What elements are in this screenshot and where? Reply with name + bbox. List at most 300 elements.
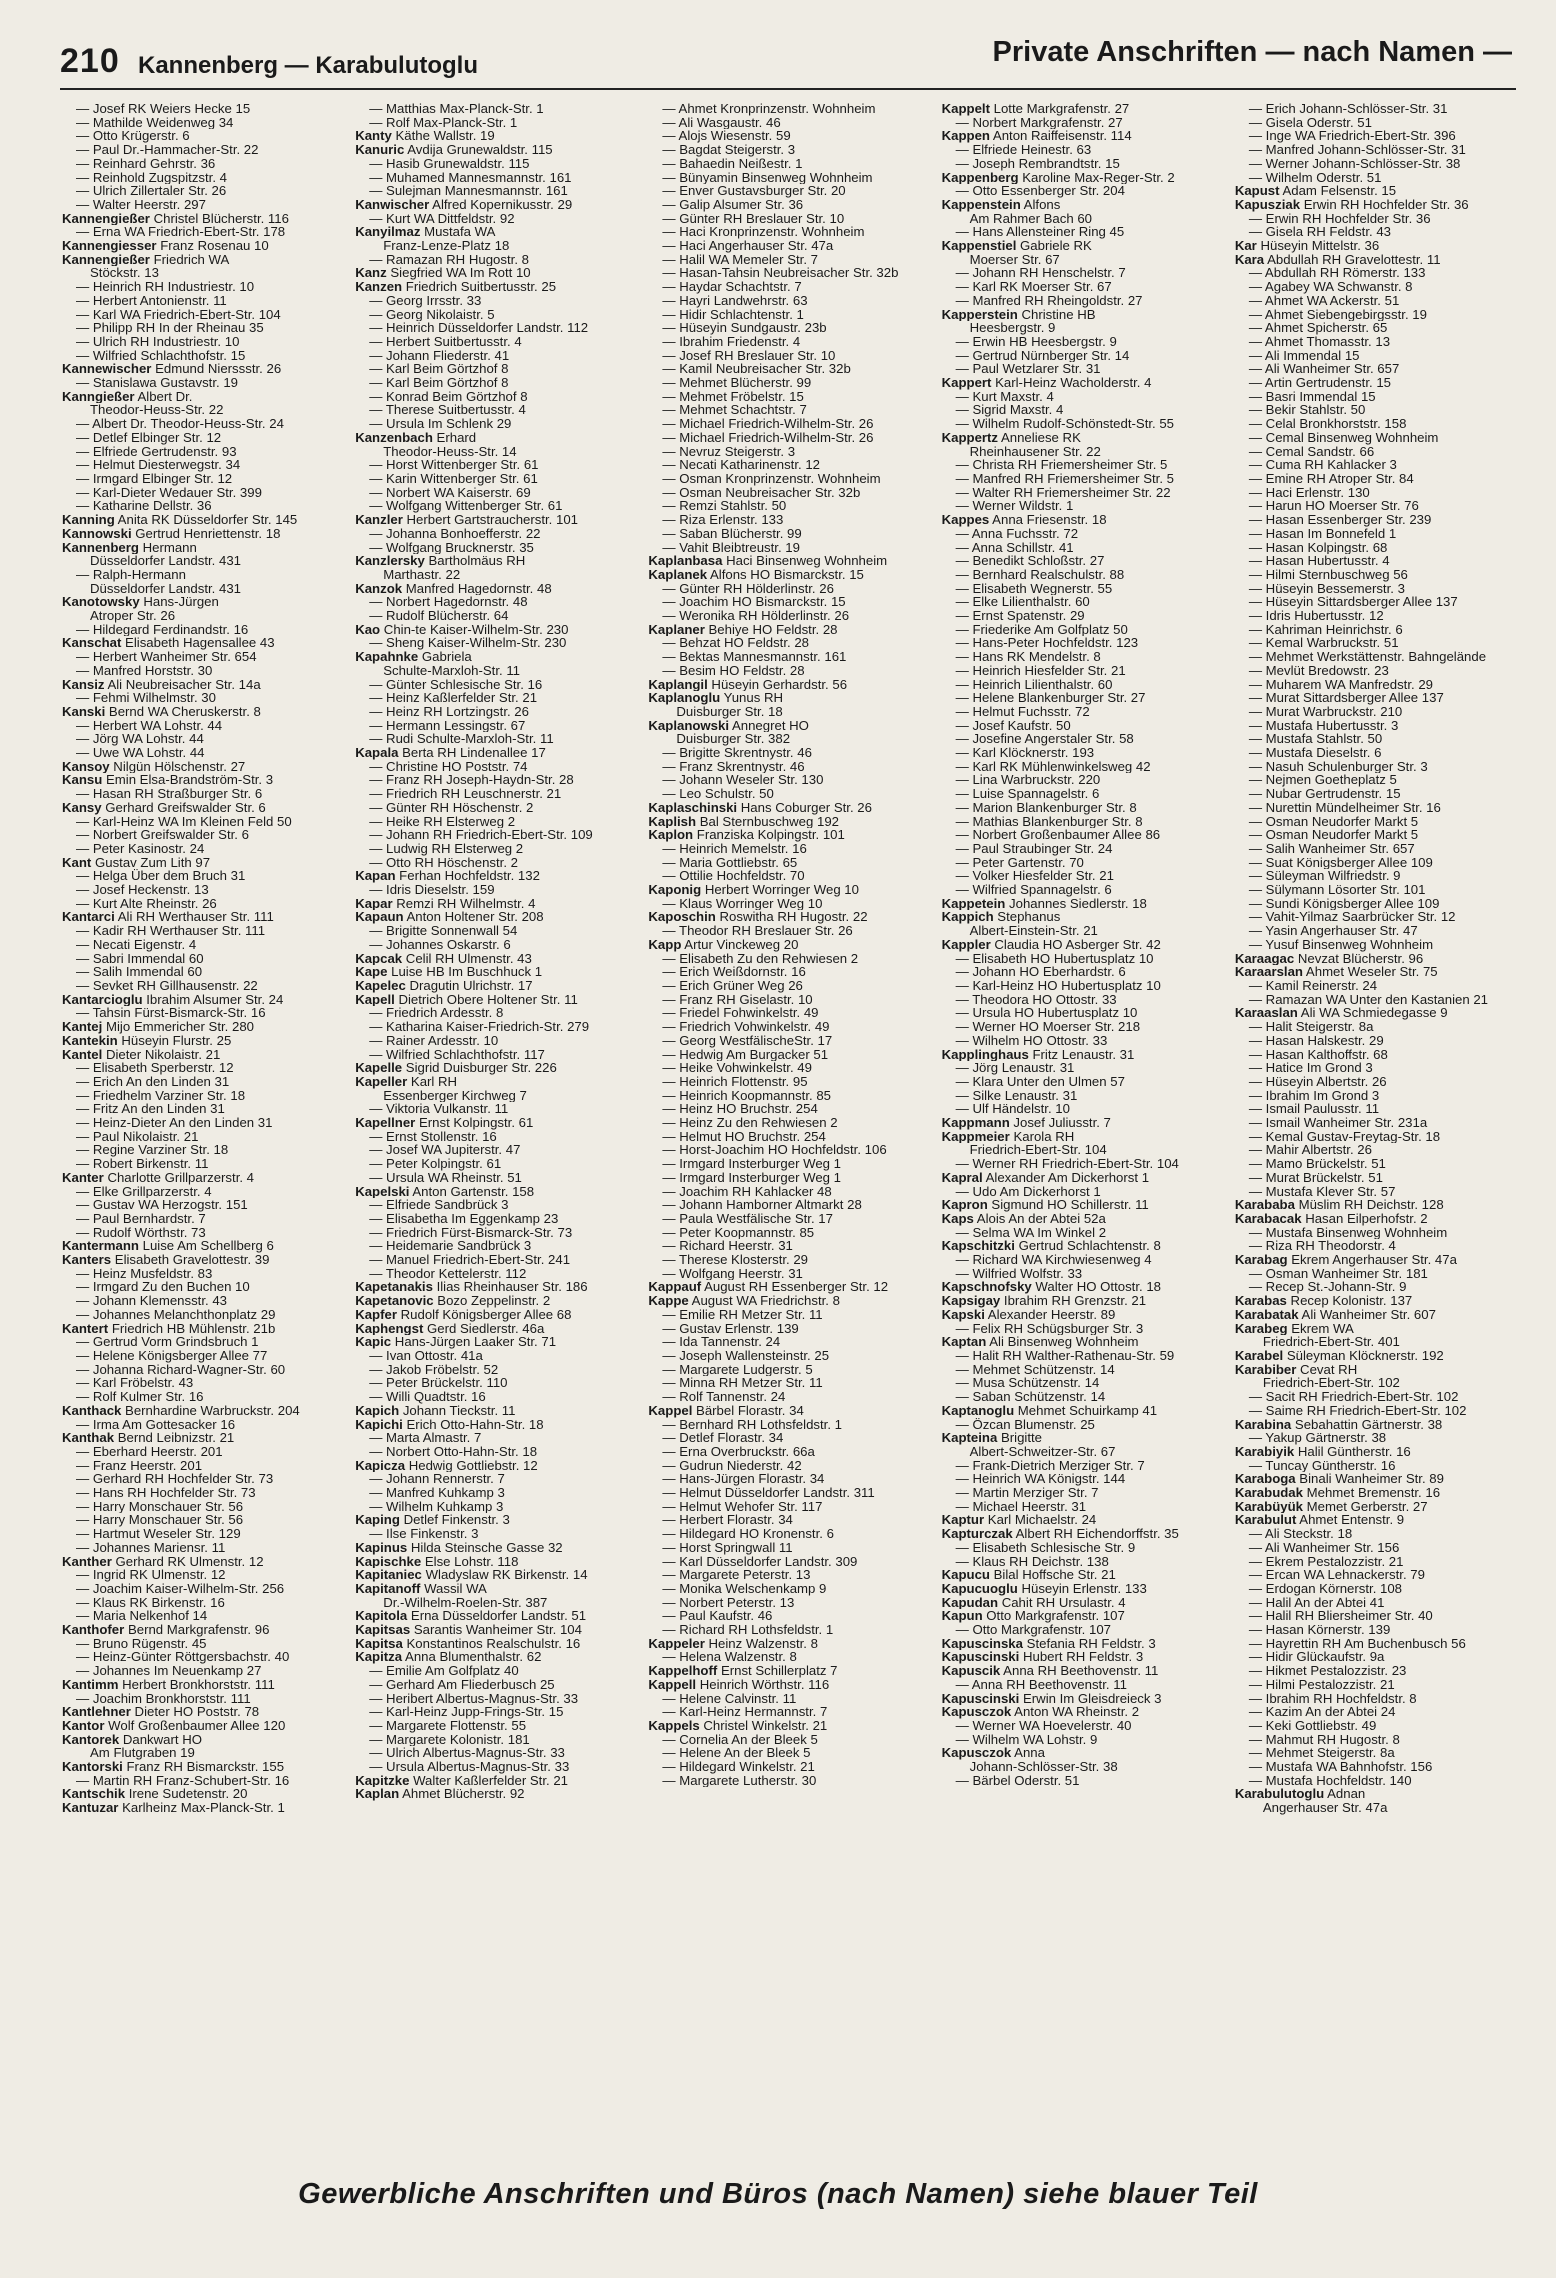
listing-subentry: — Ramazan WA Unter den Kastanien 21 [1248, 992, 1489, 1007]
listing-subentry: — Mevlüt Bredowstr. 23 [1248, 663, 1389, 678]
listing-subentry: — Paul Wetzlarer Str. 31 [955, 362, 1101, 377]
listing-continuation: Angerhauser Str. 47a [1262, 1801, 1388, 1815]
listing-subentry: — Horst-Joachim HO Hochfeldstr. 106 [662, 1143, 887, 1158]
listing-subentry: — Hasan Kolpingstr. 68 [1248, 540, 1388, 555]
listing-entry: Kantert Friedrich HB Mühlenstr. 21b [62, 1321, 276, 1336]
listing-subentry: — Margarete Flottenstr. 55 [369, 1718, 527, 1733]
listing-subentry: — Wilfried Wolfstr. 33 [955, 1266, 1083, 1281]
listing-continuation: Friedrich-Ebert-Str. 401 [1262, 1335, 1400, 1349]
listing-subentry: — Cemal Sandstr. 66 [1248, 444, 1375, 459]
listing-subentry: — Otto Krügerstr. 6 [76, 129, 190, 144]
listing-subentry: — Richard WA Kirchwiesenweg 4 [955, 1253, 1152, 1267]
listing-entry: Kanty Käthe Wallstr. 19 [355, 129, 495, 144]
listing-subentry: — Klara Unter den Ulmen 57 [955, 1074, 1125, 1089]
listing-subentry: — Helena Walzenstr. 8 [662, 1650, 797, 1665]
listing-subentry: — Hildegard Ferdinandstr. 16 [76, 622, 249, 637]
listing-subentry: — Werner WA Hoevelerstr. 40 [955, 1718, 1132, 1733]
listing-subentry: — Haci Angerhauser Str. 47a [662, 239, 834, 253]
listing-subentry: — Elisabeth HO Hubertusplatz 10 [955, 951, 1154, 966]
listing-subentry: — Maria Gottliebstr. 65 [662, 855, 798, 870]
listing-subentry: — Ernst Stollenstr. 16 [369, 1129, 497, 1144]
listing-subentry: — Karl-Heinz WA Im Kleinen Feld 50 [76, 814, 292, 829]
listing-subentry: — Wilhelm Kuhkamp 3 [369, 1499, 504, 1514]
listing-entry: Kapeller Karl RH [355, 1074, 458, 1089]
listing-subentry: — Norbert Peterstr. 13 [662, 1595, 795, 1610]
listing-entry: Kappenberg Karoline Max-Reger-Str. 2 [941, 170, 1175, 185]
listing-subentry: — Cemal Binsenweg Wohnheim [1248, 430, 1439, 445]
listing-subentry: — Johann RH Henschelstr. 7 [955, 266, 1126, 281]
listing-entry: Karabiber Cevat RH [1234, 1362, 1358, 1377]
listing-subentry: — Yasin Angerhauser Str. 47 [1248, 924, 1418, 938]
listing-subentry: — Ralph-Hermann [76, 567, 186, 582]
listing-subentry: — Theodora HO Ottostr. 33 [955, 992, 1117, 1007]
listing-subentry: — Josef RK Weiers Hecke 15 [76, 102, 251, 116]
listing-subentry: — Günter RH Hölderlinstr. 26 [662, 581, 834, 596]
listing-entry: Kappmeier Karola RH [941, 1129, 1075, 1144]
listing-subentry: — Walter RH Friemersheimer Str. 22 [955, 485, 1171, 500]
listing-entry: Karabag Ekrem Angerhauser Str. 47a [1234, 1253, 1457, 1267]
listing-subentry: — Otto Essenberger Str. 204 [955, 184, 1125, 198]
listing-subentry: — Joachim Kaiser-Wilhelm-Str. 256 [76, 1581, 285, 1596]
listing-subentry: — Heinz-Dieter An den Linden 31 [76, 1116, 273, 1130]
listing-subentry: — Bekir Stahlstr. 50 [1248, 403, 1366, 418]
listing-subentry: — Ahmet Siebengebirgsstr. 19 [1248, 307, 1427, 322]
listing-entry: Kanthack Bernhardine Warbruckstr. 204 [62, 1403, 300, 1418]
listing-subentry: — Nasuh Schulenburger Str. 3 [1248, 759, 1428, 774]
listing-subentry: — Manfred Kuhkamp 3 [369, 1486, 505, 1500]
listing-entry: Kapellner Ernst Kolpingstr. 61 [355, 1116, 534, 1130]
listing-subentry: — Martin RH Franz-Schubert-Str. 16 [76, 1773, 290, 1788]
listing-subentry: — Sheng Kaiser-Wilhelm-Str. 230 [369, 636, 567, 651]
listing-entry: Kappels Christel Winkelstr. 21 [648, 1718, 828, 1733]
listing-subentry: — Harun HO Moerser Str. 76 [1248, 499, 1419, 514]
listing-subentry: — Johann Rennerstr. 7 [369, 1472, 505, 1487]
listing-subentry: — Christine HO Poststr. 74 [369, 759, 528, 774]
listing-entry: Kapala Berta RH Lindenallee 17 [355, 746, 546, 760]
listing-entry: Kappauf August RH Essenberger Str. 12 [648, 1280, 889, 1295]
listing-subentry: — Helmut Fuchsstr. 72 [955, 704, 1090, 719]
listing-subentry: — Ali Immendal 15 [1248, 348, 1360, 363]
listing-subentry: — Ulf Händelstr. 10 [955, 1102, 1070, 1117]
listing-subentry: — Peter Brückelstr. 110 [369, 1376, 508, 1391]
listing-entry: Kappelt Lotte Markgrafenstr. 27 [941, 102, 1130, 116]
page-number: 210 [60, 42, 120, 80]
listing-subentry: — Erdogan Körnerstr. 108 [1248, 1581, 1403, 1596]
listing-entry: Kapitsa Konstantinos Realschulstr. 16 [355, 1636, 581, 1651]
listing-entry: Kanngießer Albert Dr. [62, 389, 193, 404]
listing-subentry: — Osman Neudorfer Markt 5 [1248, 828, 1419, 842]
listing-entry: Kantarcioglu Ibrahim Alsumer Str. 24 [62, 992, 284, 1007]
listing-subentry: — Heinz Musfeldstr. 83 [76, 1266, 213, 1281]
listing-subentry: — Frank-Dietrich Merziger Str. 7 [955, 1458, 1145, 1473]
listing-subentry: — Joseph Rembrandtstr. 15 [955, 156, 1120, 171]
listing-subentry: — Robert Birkenstr. 11 [76, 1157, 209, 1171]
listing-subentry: — Ursula Albertus-Magnus-Str. 33 [369, 1760, 570, 1774]
listing-entry: Kappertz Anneliese RK [941, 430, 1081, 445]
listing-subentry: — Elke Lilienthalstr. 60 [955, 595, 1090, 610]
listing-entry: Kape Luise HB Im Buschhuck 1 [355, 965, 543, 979]
listing-subentry: — Hasan Kalthoffstr. 68 [1248, 1047, 1388, 1062]
listing-entry: Kaping Detlef Finkenstr. 3 [355, 1513, 510, 1528]
listing-subentry: — Günter RH Breslauer Str. 10 [662, 211, 845, 226]
listing-entry: Kaptanoglu Mehmet Schuirkamp 41 [941, 1403, 1158, 1418]
listing-subentry: — Ibrahim RH Hochfeldstr. 8 [1248, 1691, 1417, 1706]
listing-subentry: — Johanna Bonhoefferstr. 22 [369, 526, 541, 541]
listing-subentry: — Ramazan RH Hugostr. 8 [369, 252, 529, 267]
listing-continuation: Dr.-Wilhelm-Roelen-Str. 387 [383, 1595, 548, 1610]
listing-continuation: Theodor-Heuss-Str. 22 [90, 403, 224, 418]
listing-subentry: — Hasan Körnerstr. 139 [1248, 1623, 1391, 1637]
listing-subentry: — Helmut Diesterwegstr. 34 [76, 458, 241, 472]
listing-subentry: — Wilhelm HO Ottostr. 33 [955, 1033, 1108, 1048]
listing-subentry: — Sigrid Maxstr. 4 [955, 403, 1064, 418]
listing-subentry: — Muharem WA Manfredstr. 29 [1248, 677, 1434, 692]
listing-entry: Kappeler Heinz Walzenstr. 8 [648, 1636, 818, 1651]
listing-subentry: — Necati Eigenstr. 4 [76, 937, 197, 952]
listing-subentry: — Gerhard RH Hochfelder Str. 73 [76, 1472, 274, 1487]
listing-subentry: — Hartmut Weseler Str. 129 [76, 1527, 241, 1541]
listing-entry: Kao Chin-te Kaiser-Wilhelm-Str. 230 [355, 622, 569, 637]
listing-subentry: — Wilhelm Oderstr. 51 [1248, 170, 1382, 185]
listing-subentry: — Ekrem Pestalozzistr. 21 [1248, 1554, 1404, 1569]
directory-column-5 [1235, 102, 1518, 2172]
listing-subentry: — Paula Westfälische Str. 17 [662, 1211, 833, 1226]
listing-subentry: — Fehmi Wilhelmstr. 30 [76, 691, 216, 705]
listing-entry: Karabas Recep Kolonistr. 137 [1234, 1294, 1413, 1308]
listing-subentry: — Willi Quadtstr. 16 [369, 1390, 486, 1404]
listing-continuation: Stöckstr. 13 [90, 266, 159, 281]
listing-subentry: — Osman Kronprinzenstr. Wohnheim [662, 471, 881, 486]
listing-entry: Kantej Mijo Emmericher Str. 280 [62, 1020, 255, 1034]
listing-subentry: — Manfred Johann-Schlösser-Str. 31 [1248, 143, 1466, 157]
listing-subentry: — Özcan Blumenstr. 25 [955, 1417, 1095, 1432]
listing-entry: Kapplinghaus Fritz Lenaustr. 31 [941, 1047, 1135, 1062]
listing-subentry: — Rudolf Blücherstr. 64 [369, 609, 509, 623]
listing-subentry: — Marta Almastr. 7 [369, 1431, 482, 1445]
listing-subentry: — Mehmet Steigerstr. 8a [1248, 1746, 1395, 1761]
listing-entry: Kanzler Herbert Gartstraucherstr. 101 [355, 513, 579, 527]
listing-subentry: — Bernhard RH Lothsfeldstr. 1 [662, 1417, 842, 1432]
listing-entry: Kapucuoglu Hüseyin Erlenstr. 133 [941, 1581, 1147, 1596]
listing-subentry: — Harry Monschauer Str. 56 [76, 1513, 244, 1528]
listing-entry: Kapfer Rudolf Königsberger Allee 68 [355, 1307, 572, 1322]
listing-entry: Kanning Anita RK Düsseldorfer Str. 145 [62, 513, 298, 527]
listing-subentry: — Manfred RH Friemersheimer Str. 5 [955, 471, 1174, 486]
listing-subentry: — Besim HO Feldstr. 28 [662, 663, 805, 678]
listing-subentry: — Friedrich Ardesstr. 8 [369, 1006, 504, 1021]
listing-entry: Kanwischer Alfred Kopernikusstr. 29 [355, 197, 573, 212]
listing-continuation: Am Flutgraben 19 [90, 1746, 195, 1761]
listing-subentry: — Hasan-Tahsin Neubreisacher Str. 32b [662, 266, 899, 281]
listing-subentry: — Otto Markgrafenstr. 107 [955, 1623, 1111, 1637]
listing-subentry: — Elfriede Heinestr. 63 [955, 143, 1092, 157]
listing-entry: Kantuzar Karlheinz Max-Planck-Str. 1 [62, 1801, 285, 1815]
listing-subentry: — Werner Wildstr. 1 [955, 499, 1074, 514]
listing-subentry: — Erich Johann-Schlösser-Str. 31 [1248, 102, 1448, 116]
listing-subentry: — Therese Klosterstr. 29 [662, 1253, 809, 1267]
listing-entry: Kapar Remzi RH Wilhelmstr. 4 [355, 896, 536, 911]
listing-subentry: — Norbert WA Kaiserstr. 69 [369, 485, 531, 500]
listing-continuation: Albert-Schweitzer-Str. 67 [969, 1444, 1116, 1459]
listing-subentry: — Hasan Hubertusstr. 4 [1248, 554, 1390, 568]
listing-subentry: — Rolf Max-Planck-Str. 1 [369, 115, 518, 130]
listing-entry: Kapp Artur Vinckeweg 20 [648, 937, 799, 952]
listing-entry: Kantlehner Dieter HO Poststr. 78 [62, 1705, 260, 1719]
listing-subentry: — Bärbel Oderstr. 51 [955, 1773, 1080, 1788]
listing-subentry: — Helga Über dem Bruch 31 [76, 869, 246, 884]
listing-subentry: — Süleyman Wilfriedstr. 9 [1248, 869, 1401, 884]
listing-continuation: Theodor-Heuss-Str. 14 [383, 444, 517, 459]
listing-subentry: — Ali Steckstr. 18 [1248, 1527, 1353, 1541]
listing-subentry: — Wolfgang Wittenberger Str. 61 [369, 499, 563, 514]
listing-subentry: — Heinz-Günter Röttgersbachstr. 40 [76, 1650, 290, 1665]
listing-subentry: — Ahmet Thomasstr. 13 [1248, 334, 1391, 349]
listing-entry: Kappelhoff Ernst Schillerplatz 7 [648, 1664, 838, 1678]
listing-entry: Kapell Dietrich Obere Holtener Str. 11 [355, 992, 578, 1007]
listing-subentry: — Eberhard Heerstr. 201 [76, 1444, 223, 1459]
listing-entry: Kanzok Manfred Hagedornstr. 48 [355, 581, 552, 596]
listing-subentry: — Karl Beim Görtzhof 8 [369, 376, 509, 390]
listing-subentry: — Karl Fröbelstr. 43 [76, 1376, 194, 1391]
listing-subentry: — Hilmi Pestalozzistr. 21 [1248, 1677, 1395, 1692]
listing-subentry: — Paul Nikolaistr. 21 [76, 1129, 199, 1144]
listing-entry: Kappler Claudia HO Asberger Str. 42 [941, 937, 1161, 952]
listing-subentry: — Erich Weißdornstr. 16 [662, 965, 806, 979]
listing-subentry: — Hüseyin Albertstr. 26 [1248, 1074, 1387, 1089]
listing-subentry: — Karl RK Moerser Str. 67 [955, 280, 1112, 294]
listing-entry: Kappe August WA Friedrichstr. 8 [648, 1294, 840, 1308]
listing-subentry: — Gustav Erlenstr. 139 [662, 1321, 799, 1336]
listing-entry: Kapteina Brigitte [941, 1431, 1043, 1445]
listing-subentry: — Mehmet Schützenstr. 14 [955, 1362, 1115, 1377]
listing-subentry: — Halit Steigerstr. 8a [1248, 1020, 1374, 1034]
listing-entry: Kaplanbasa Haci Binsenweg Wohnheim [648, 554, 888, 568]
running-head-range: Kannenberg — Karabulutoglu [138, 52, 479, 79]
listing-subentry: — Udo Am Dickerhorst 1 [955, 1184, 1101, 1199]
listing-subentry: — Haydar Schachtstr. 7 [662, 280, 802, 294]
listing-entry: Kanzenbach Erhard [355, 430, 477, 445]
listing-subentry: — Herbert Antonienstr. 11 [76, 293, 227, 308]
listing-subentry: — Hans-Peter Hochfeldstr. 123 [955, 636, 1139, 651]
listing-subentry: — Irmgard Insterburger Weg 1 [662, 1170, 841, 1185]
footer-note: Gewerbliche Anschriften und Büros (nach Namen) siehe blauer Teil [298, 2178, 1258, 2210]
listing-subentry: — Peter Koopmannstr. 85 [662, 1225, 815, 1240]
listing-subentry: — Richard RH Lothsfeldstr. 1 [662, 1623, 834, 1637]
listing-entry: Karabulut Ahmet Entenstr. 9 [1234, 1513, 1405, 1528]
listing-subentry: — Ercan WA Lehnackerstr. 79 [1248, 1568, 1425, 1582]
listing-subentry: — Ibrahim Im Grond 3 [1248, 1088, 1380, 1103]
listing-entry: Kaplanoglu Yunus RH [648, 691, 784, 705]
listing-subentry: — Margarete Kolonistr. 181 [369, 1732, 530, 1747]
listing-subentry: — Matthias Max-Planck-Str. 1 [369, 102, 544, 116]
listing-entry: Kantorek Dankwart HO [62, 1732, 202, 1747]
listing-subentry: — Mamo Brückelstr. 51 [1248, 1157, 1386, 1171]
listing-subentry: — Kurt Alte Rheinstr. 26 [76, 896, 217, 911]
listing-subentry: — Leo Schulstr. 50 [662, 787, 774, 801]
listing-subentry: — Friedel Fohwinkelstr. 49 [662, 1006, 819, 1021]
listing-subentry: — Karl-Dieter Wedauer Str. 399 [76, 485, 262, 500]
listing-entry: Kansu Emin Elsa-Brandström-Str. 3 [62, 773, 274, 788]
listing-entry: Karabatak Ali Wanheimer Str. 607 [1234, 1307, 1436, 1322]
listing-subentry: — Mustafa Hochfeldstr. 140 [1248, 1773, 1412, 1788]
listing-subentry: — Elisabeth Wegnerstr. 55 [955, 581, 1113, 596]
listing-subentry: — Jörg WA Lohstr. 44 [76, 732, 204, 747]
listing-subentry: — Cuma RH Kahlacker 3 [1248, 458, 1397, 472]
listing-subentry: — Behzat HO Feldstr. 28 [662, 636, 809, 651]
listing-entry: Kannengiesser Franz Rosenau 10 [62, 239, 269, 253]
listing-subentry: — Klaus Worringer Weg 10 [662, 896, 823, 911]
listing-continuation: Moerser Str. 67 [969, 252, 1060, 267]
listing-subentry: — Heinz RH Lortzingstr. 26 [369, 704, 529, 719]
listing-subentry: — Alojs Wiesenstr. 59 [662, 129, 791, 144]
listing-subentry: — Joachim Bronkhorststr. 111 [76, 1691, 251, 1706]
listing-entry: Kapusczok Anton WA Rheinstr. 2 [941, 1705, 1140, 1719]
listing-subentry: — Heinz HO Bruchstr. 254 [662, 1102, 818, 1117]
listing-entry: Karaagac Nevzat Blücherstr. 96 [1234, 951, 1424, 966]
listing-entry: Kapelle Sigrid Duisburger Str. 226 [355, 1061, 557, 1075]
directory-column-3 [648, 102, 931, 2172]
listing-subentry: — Saban Schützenstr. 14 [955, 1390, 1106, 1404]
listing-subentry: — Anna RH Beethovenstr. 11 [955, 1677, 1127, 1692]
listing-subentry: — Heike Vohwinkelstr. 49 [662, 1061, 812, 1075]
listing-entry: Kaptur Karl Michaelstr. 24 [941, 1513, 1097, 1528]
listing-subentry: — Mustafa Stahlstr. 50 [1248, 732, 1383, 747]
listing-subentry: — Ulrich Zillertaler Str. 26 [76, 184, 227, 198]
listing-subentry: — Halit RH Walther-Rathenau-Str. 59 [955, 1348, 1175, 1363]
listing-entry: Karaaslan Ali WA Schmiedegasse 9 [1234, 1006, 1448, 1021]
listing-entry: Kappen Anton Raiffeisenstr. 114 [941, 129, 1132, 144]
listing-subentry: — Ulrich Albertus-Magnus-Str. 33 [369, 1746, 565, 1761]
listing-subentry: — Ali Wanheimer Str. 657 [1248, 362, 1400, 377]
listing-subentry: — Bünyamin Binsenweg Wohnheim [662, 170, 873, 185]
listing-subentry: — Norbert Greifswalder Str. 6 [76, 828, 249, 842]
listing-subentry: — Ida Tannenstr. 24 [662, 1335, 781, 1349]
listing-entry: Kappenstiel Gabriele RK [941, 239, 1092, 253]
listing-subentry: — Herbert WA Lohstr. 44 [76, 718, 223, 733]
listing-subentry: — Hans RH Hochfelder Str. 73 [76, 1486, 256, 1500]
listing-subentry: — Johann Fliederstr. 41 [369, 348, 510, 363]
listing-subentry: — Ingrid RK Ulmenstr. 12 [76, 1568, 226, 1582]
listing-subentry: — Anna Fuchsstr. 72 [955, 526, 1079, 541]
listing-entry: Kansy Gerhard Greifswalder Str. 6 [62, 800, 266, 815]
listing-entry: Kanzen Friedrich Suitbertusstr. 25 [355, 280, 557, 294]
listing-entry: Kapcak Celil RH Ulmenstr. 43 [355, 951, 532, 966]
listing-subentry: — Richard Heerstr. 31 [662, 1239, 793, 1254]
listing-subentry: — Emilie Am Golfplatz 40 [369, 1664, 519, 1678]
listing-subentry: — Hans Allensteiner Ring 45 [955, 225, 1125, 240]
page-header [60, 28, 1516, 90]
listing-subentry: — Recep St.-Johann-Str. 9 [1248, 1280, 1407, 1295]
listing-subentry: — Benedikt Schloßstr. 27 [955, 554, 1105, 568]
listing-subentry: — Josefine Angerstaler Str. 58 [955, 732, 1134, 747]
listing-subentry: — Uwe WA Lohstr. 44 [76, 746, 205, 760]
listing-subentry: — Josef RH Breslauer Str. 10 [662, 348, 836, 363]
listing-entry: Kapun Otto Markgrafenstr. 107 [941, 1609, 1125, 1624]
listing-subentry: — Katharine Dellstr. 36 [76, 499, 212, 514]
listing-subentry: — Ursula Im Schlenk 29 [369, 417, 512, 431]
listing-subentry: — Hüseyin Sundgaustr. 23b [662, 321, 827, 335]
listing-subentry: — Remzi Stahlstr. 50 [662, 499, 787, 514]
listing-subentry: — Celal Bronkhorststr. 158 [1248, 417, 1407, 431]
listing-subentry: — Norbert Hagedornstr. 48 [369, 595, 528, 610]
listing-entry: Kanters Elisabeth Gravelottestr. 39 [62, 1253, 270, 1267]
listing-subentry: — Norbert Otto-Hahn-Str. 18 [369, 1444, 538, 1459]
listing-entry: Kappetein Johannes Siedlerstr. 18 [941, 896, 1147, 911]
listing-entry: Kara Abdullah RH Gravelottestr. 11 [1234, 252, 1441, 267]
listing-entry: Kanz Siegfried WA Im Rott 10 [355, 266, 531, 281]
listing-subentry: — Gisela RH Feldstr. 43 [1248, 225, 1391, 240]
listing-entry: Kansiz Ali Neubreisacher Str. 14a [62, 677, 261, 692]
listing-entry: Kaplangil Hüseyin Gerhardstr. 56 [648, 677, 848, 692]
listing-entry: Kantermann Luise Am Schellberg 6 [62, 1239, 274, 1254]
listing-entry: Kapaun Anton Holtener Str. 208 [355, 910, 544, 925]
listing-subentry: — Hans-Jürgen Florastr. 34 [662, 1472, 825, 1487]
listing-entry: Kantschik Irene Sudetenstr. 20 [62, 1787, 248, 1802]
listing-continuation: Duisburger Str. 382 [676, 732, 791, 747]
listing-subentry: — Werner RH Friedrich-Ebert-Str. 104 [955, 1157, 1179, 1171]
listing-subentry: — Sacit RH Friedrich-Ebert-Str. 102 [1248, 1390, 1459, 1404]
listing-entry: Kapicza Hedwig Gottliebstr. 12 [355, 1458, 538, 1473]
listing-subentry: — Franz RH Giselastr. 10 [662, 992, 813, 1007]
listing-entry: Kaptan Ali Binsenweg Wohnheim [941, 1335, 1139, 1349]
listing-subentry: — Georg WestfälischeStr. 17 [662, 1033, 833, 1048]
directory-column-1 [62, 102, 345, 2172]
listing-entry: Kapitaniec Wladyslaw RK Birkenstr. 14 [355, 1568, 588, 1582]
listing-subentry: — Minna RH Metzer Str. 11 [662, 1376, 823, 1391]
listing-subentry: — Volker Hiesfelder Str. 21 [955, 869, 1114, 884]
listing-subentry: — Michael Heerstr. 31 [955, 1499, 1087, 1514]
listing-subentry: — Selma WA Im Winkel 2 [955, 1225, 1107, 1240]
listing-subentry: — Sülymann Lösorter Str. 101 [1248, 883, 1426, 897]
listing-subentry: — Jörg Lenaustr. 31 [955, 1061, 1075, 1075]
listing-continuation: Essenberger Kirchweg 7 [383, 1088, 527, 1103]
listing-entry: Karabacak Hasan Eilperhofstr. 2 [1234, 1211, 1428, 1226]
listing-subentry: — Klaus RK Birkenstr. 16 [76, 1595, 225, 1610]
listing-entry: Kapischke Else Lohstr. 118 [355, 1554, 519, 1569]
listing-subentry: — Karl Beim Görtzhof 8 [369, 362, 509, 377]
listing-entry: Kanther Gerhard RK Ulmenstr. 12 [62, 1554, 264, 1569]
listing-subentry: — Abdullah RH Römerstr. 133 [1248, 266, 1426, 281]
listing-entry: Kannenberg Hermann [62, 540, 197, 555]
listing-entry: Kapetanakis Ilias Rheinhauser Str. 186 [355, 1280, 588, 1295]
listing-entry: Kaphengst Gerd Siedlerstr. 46a [355, 1321, 545, 1336]
listing-subentry: — Vahit Bleibtreustr. 19 [662, 540, 800, 555]
listing-subentry: — Johann RH Friedrich-Ebert-Str. 109 [369, 828, 593, 842]
listing-subentry: — Wolfgang Heerstr. 31 [662, 1266, 803, 1281]
listing-subentry: — Elke Grillparzerstr. 4 [76, 1184, 212, 1199]
listing-entry: Kapuscinska Stefania RH Feldstr. 3 [941, 1636, 1156, 1651]
listing-subentry: — Michael Friedrich-Wilhelm-Str. 26 [662, 417, 874, 431]
listing-entry: Kanuric Avdija Grunewaldstr. 115 [355, 143, 553, 157]
listing-entry: Kantekin Hüseyin Flurstr. 25 [62, 1033, 232, 1048]
listing-subentry: — Osman Neudorfer Markt 5 [1248, 814, 1419, 829]
listing-entry: Kapusziak Erwin RH Hochfelder Str. 36 [1234, 197, 1469, 212]
listing-subentry: — Mathias Blankenburger Str. 8 [955, 814, 1143, 829]
listing-entry: Kanter Charlotte Grillparzerstr. 4 [62, 1170, 255, 1185]
listing-subentry: — Karl-Heinz Hermannstr. 7 [662, 1705, 828, 1719]
listing-subentry: — Gertrud Vorm Grindsbruch 1 [76, 1335, 259, 1349]
listing-subentry: — Herbert Wanheimer Str. 654 [76, 650, 257, 664]
listing-subentry: — Johanna Richard-Wagner-Str. 60 [76, 1362, 286, 1377]
listing-entry: Kapucu Bilal Hoffsche Str. 21 [941, 1568, 1116, 1582]
listing-subentry: — Wilfried Schlachthofstr. 15 [76, 348, 246, 363]
listing-subentry: — Luise Spannagelstr. 6 [955, 787, 1100, 801]
listing-entry: Kapperstein Christine HB [941, 307, 1096, 322]
listing-subentry: — Ibrahim Friedenstr. 4 [662, 334, 801, 349]
listing-subentry: — Michael Friedrich-Wilhelm-Str. 26 [662, 430, 874, 445]
directory-column-4 [942, 102, 1225, 2172]
listing-subentry: — Felix RH Schügsburger Str. 3 [955, 1321, 1144, 1336]
